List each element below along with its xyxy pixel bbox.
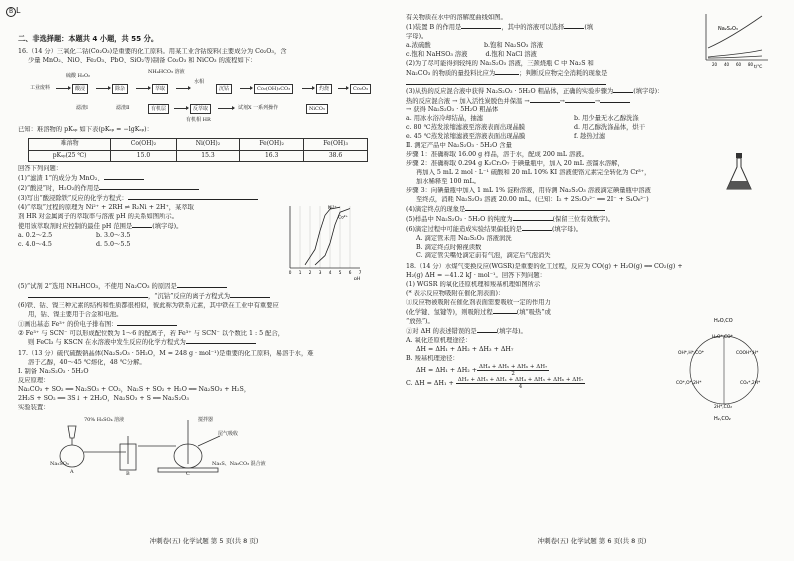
- option-c[interactable]: c. 4.0～4.5: [18, 240, 52, 248]
- q18-option-a-eq: ΔH = ΔH₁ + ΔH₂ + ΔH₃ + ΔH₇: [416, 345, 514, 353]
- q16-4-options-2: [18, 241, 248, 250]
- q17-3-options-2: [406, 124, 778, 133]
- q17-3-options-3: [406, 133, 778, 142]
- q18-c-numerator: ΔH₂ + ΔH₃ + ΔH₁ + ΔH₄ + ΔH₅ + ΔH₆ + ΔH₇: [457, 376, 584, 383]
- q17-part-2: Ⅱ. 测定产品中 Na₂S₂O₃ · 5H₂O 含量: [406, 142, 512, 150]
- q16-6c: [18, 320, 390, 330]
- option-d[interactable]: d. 用乙醇洗涤晶体，烘干: [574, 124, 646, 132]
- x-tick-label: 5: [338, 269, 342, 275]
- answer-prompt: 回答下列问题：: [18, 165, 63, 173]
- q18-option-b[interactable]: B. 羧基机理途径：: [406, 354, 459, 362]
- wgsr-mechanism-diagram: [674, 314, 774, 422]
- flow-top-label: NH₄HCO₃ 溶液: [148, 69, 185, 76]
- flow-arrow-3: [136, 88, 150, 89]
- q16-3-text: (3)写出“酸浸除铁”反应的化学方程式：: [18, 194, 128, 202]
- q17-3-end: → 获得 Na₂S₂O₃ · 5H₂O 粗晶体: [406, 106, 499, 114]
- apparatus-label-b: B: [126, 470, 130, 477]
- q17-b: 溶于乙醇，40～45 ℃熔化，48 ℃分解。: [28, 359, 146, 367]
- ksp-header: Co(OH)₂: [111, 139, 177, 151]
- flow-arrow-5: [240, 88, 252, 89]
- answer-blank[interactable]: [465, 205, 605, 211]
- q17-5: (5)样品中 Na₂S₂O₃ · 5H₂O 的纯度为: [406, 215, 513, 223]
- cycle-reactants: H₂O,CO: [714, 318, 733, 324]
- series-label: Co²⁺: [338, 215, 348, 221]
- solubility-label: Na₂S₂O₃: [718, 26, 738, 32]
- q17-6b: (填字母)。: [551, 225, 583, 233]
- q18-option-b-eq: [406, 364, 664, 377]
- iodine-flask-icon: [724, 153, 754, 193]
- q18-b-eq-lead: ΔH = ΔH₁ + ΔH₂ +: [416, 366, 478, 374]
- x-tick-label: 6: [348, 269, 352, 275]
- ksp-row-label: pKₛₚ(25 ℃): [29, 150, 111, 162]
- q16-4b: 剂 HR 对金属离子的萃取率与溶液 pH 的关系如图所示。: [18, 212, 178, 220]
- q17-3-seq: 热的反应混合液 → 加入活性炭脱色并保温 →: [406, 97, 530, 105]
- flow-step-leach: 酸浸: [72, 84, 88, 94]
- apparatus-tail-gas: 尾气吸收: [218, 430, 239, 437]
- x-tick-label: 0: [288, 269, 292, 275]
- q17-1-text: (1)装置 B 的作用是: [406, 23, 462, 31]
- option-b[interactable]: b.饱和 Na₂SO₃ 溶液: [484, 41, 544, 49]
- flow-acid: 硫酸 H₂O₂: [66, 73, 91, 80]
- corner-mark-symbol: B: [6, 7, 16, 17]
- x-tick-label: 3: [318, 269, 322, 275]
- answer-blank[interactable]: [493, 308, 517, 314]
- q18-a: 18.（14 分）水煤气变换反应(WGSR)是重要的化工过程，反应为 CO(g) + H₂O(g) ══ CO₂(g) +: [406, 263, 683, 271]
- answer-blank[interactable]: [177, 282, 227, 288]
- extraction-rate-chart: [280, 202, 366, 280]
- q17-3-options-1: [406, 115, 778, 124]
- option-c[interactable]: c.饱和 NaHSO₃ 溶液: [406, 50, 468, 58]
- flow-intermediate: Co₂(OH)₂CO₃: [254, 84, 293, 94]
- answer-blank[interactable]: [28, 292, 148, 298]
- solubility-tick: 40: [724, 62, 730, 67]
- q18-e: ①反应物被吸附在催化剂表面需要吸收一定的作用力: [406, 299, 551, 307]
- q17-6-option-b[interactable]: B. 滴定终点时俯视读数: [416, 243, 482, 251]
- q16-intro-2: 少量 MnO₂、NiO、Fe₂O₃、PbO、SiO₂等)制备 Co₂O₃ 和 NiCO₃ 的流程如下：: [28, 57, 257, 65]
- option-a[interactable]: a.浓硫酸: [406, 41, 431, 49]
- ksp-header: Ni(OH)₂: [176, 139, 239, 151]
- flow-step-extract: 萃取: [152, 84, 168, 94]
- ksp-value-row: [29, 150, 368, 162]
- flow-arrow-2: [96, 88, 110, 89]
- page-5-footer: 冲刺卷(五) 化学试题 第 5 页(共 8 页): [149, 536, 259, 544]
- q17-3: (3)从热的反应混合液中获得 Na₂S₂O₃ · 5H₂O 粗晶体，正确的实验步骤为: [406, 87, 614, 95]
- q17-3-arrow: →: [559, 97, 565, 105]
- q17-c: Ⅰ. 制备 Na₂S₂O₃ · 5H₂O: [18, 368, 89, 376]
- q17-step-3: 步骤 3：向碘量瓶中加入 1 mL 1% 淀粉溶液，用待测 Na₂S₂O₃ 溶液滴定碘量瓶中溶液: [406, 186, 651, 194]
- q17-1-tail: 字母)。: [406, 32, 428, 40]
- answer-blank[interactable]: [564, 23, 584, 29]
- answer-blank[interactable]: [513, 215, 553, 221]
- q16-4c-tail: (填字母)。: [152, 222, 183, 230]
- apparatus-drawing: [48, 416, 348, 478]
- q17-step-2: 步骤 2：准确称取 0.294 g K₂Cr₂O₇ 于碘量瓶中，加入 20 mL 蒸馏水溶解，: [406, 160, 624, 168]
- flow-step-cobalt: 沉钴: [216, 84, 232, 94]
- cycle-node-6: 2H*,CO₂: [714, 405, 732, 410]
- q16-1-text: (1)“滤渣 1”的成分为 MnO₂、: [18, 175, 104, 182]
- q17-step-3b: 至终点，消耗 Na₂S₂O₃ 溶液 20.00 mL。(已知：I₂ + 2S₂O₃²⁻ ══ 2I⁻ + S₄O₆²⁻): [416, 195, 649, 203]
- series-label: Ni²⁺: [328, 206, 337, 212]
- answer-blank[interactable]: [530, 97, 560, 103]
- apparatus-solid: Na₂SO₃: [50, 460, 69, 467]
- page-6: [406, 14, 778, 544]
- q16-5b-text: ，“沉钴”反应的离子方程式为: [148, 292, 231, 300]
- answer-blank[interactable]: [495, 69, 519, 75]
- ksp-cell: 15.3: [176, 150, 239, 162]
- answer-blank[interactable]: [128, 194, 258, 200]
- x-tick-label: 7: [358, 269, 362, 275]
- q17-2b: Na₂CO₃ 的物质的量投料比应为: [406, 69, 496, 77]
- ksp-header-row: [29, 139, 368, 151]
- q18-h2: (填字母)。: [496, 327, 527, 335]
- flow-residue-2: 滤渣Ⅱ: [116, 105, 130, 112]
- q16-5a-text: (5)“试剂 2”选用 NH₄HCO₃，不使用 Na₂CO₃ 的原因是: [18, 282, 177, 290]
- q17-e: Na₂CO₃ + SO₂ ══ Na₂SO₃ + CO₂，Na₂S + SO₂ + H₂O ══ Na₂SO₃ + H₂S，: [18, 386, 251, 394]
- q17-2: (2)为了尽可能得到较纯的 Na₂S₂O₃ 溶液，三颈烧瓶 C 中 Na₂S 和: [406, 59, 594, 67]
- flow-arrow-4: [176, 88, 190, 89]
- flow-nico3: NiCO₃: [306, 104, 328, 114]
- cycle-node-4: CO*,O*,2H*: [676, 381, 702, 386]
- answer-blank[interactable]: [117, 320, 177, 326]
- cycle-node-2: OH*,H*,CO*: [678, 351, 704, 356]
- answer-blank[interactable]: [461, 23, 501, 29]
- answer-blank[interactable]: [477, 327, 497, 333]
- answer-blank[interactable]: [613, 87, 633, 93]
- cycle-products: H₂,CO₂: [714, 416, 731, 422]
- ksp-header: Fe(OH)₂: [240, 139, 304, 151]
- q16-6b: 用，钴、镍主要用于合金和电池。: [28, 310, 123, 318]
- q17-steps: [406, 151, 778, 205]
- q17-a: 17.（13 分）硫代硫酸钠晶体(Na₂S₂O₃ · 5H₂O，M = 248 g · mol⁻¹)是重要的化工原料，易溶于水，难: [18, 350, 314, 358]
- cycle-node-3: COOH*,H*: [736, 351, 759, 356]
- flow-organic: 有机层: [148, 104, 169, 114]
- q16-6c-text: ①画出基态 Fe³⁺ 的价电子排布图：: [18, 320, 118, 328]
- corner-mark-suffix: L: [16, 6, 21, 15]
- q18-c-denominator: 4: [518, 383, 523, 390]
- apparatus-label-c: C: [186, 470, 190, 477]
- apparatus-stirrer: 搅拌器: [198, 416, 214, 423]
- flow-extra: 试剂X 一系列操作: [238, 105, 279, 112]
- flow-step-purify: 除杂: [112, 84, 128, 94]
- flow-residue-1: 滤渣Ⅰ: [76, 105, 88, 112]
- q18-f2: (填“吸热”或: [516, 309, 551, 317]
- answer-blank[interactable]: [565, 97, 595, 103]
- cycle-node-5: CO₂*,2H*: [740, 381, 761, 386]
- option-a[interactable]: a. 用冰水浴冷却结晶，抽滤: [406, 115, 484, 123]
- q18-g: “放热”)。: [406, 318, 434, 325]
- q16-4a: (4)“萃取”过程的原理为 Ni²⁺ + 2RH ⇌ R₂Ni + 2H⁺，某萃取: [18, 203, 194, 211]
- answer-blank[interactable]: [600, 97, 630, 103]
- answer-blank[interactable]: [230, 292, 270, 298]
- q18-d: (* 表示反应物吸附在催化剂表面)：: [406, 290, 505, 298]
- q17-5b: (保留三位有效数字)。: [552, 215, 615, 223]
- q17-g: 实验装置：: [18, 404, 50, 411]
- q18-h: ②对 ΔH 的表述错误的是: [406, 327, 477, 335]
- option-f[interactable]: f. 趁热过滤: [574, 133, 606, 141]
- q17-2c: ；判断反应物完全消耗的现象是: [519, 69, 608, 77]
- q17-3b: (填字母)：: [633, 87, 664, 95]
- q18-c: (1) WGSR 的氧化还原机理和羧基机理如图所示: [406, 281, 541, 289]
- flow-arrow-9: [218, 108, 234, 109]
- answer-blank[interactable]: [186, 338, 256, 344]
- flow-raw: 工业废料: [30, 85, 51, 92]
- q17-6-option-c[interactable]: C. 滴定管尖嘴处滴定前有气泡，滴定后气泡消失: [416, 252, 551, 260]
- apparatus-label-a: A: [70, 468, 74, 475]
- q18-b: H₂(g) ΔH = −41.2 kJ · mol⁻¹。回答下列问题：: [406, 272, 546, 280]
- q17-4: (4)滴定终点的现象是: [406, 205, 466, 213]
- answer-blank[interactable]: [406, 79, 606, 85]
- option-c[interactable]: c. 80 ℃蒸发浓缩滤液至溶液表面出现晶膜: [406, 124, 526, 132]
- option-b[interactable]: b. 用少量无水乙醇洗涤: [574, 115, 639, 123]
- apparatus-diagram: [48, 416, 390, 478]
- q17-f: 2H₂S + SO₂ ══ 3S↓ + 2H₂O，Na₂SO₃ + S ══ Na₂S₂O₃: [18, 395, 189, 403]
- page-6-footer: 冲刺卷(五) 化学试题 第 6 页(共 8 页): [537, 536, 647, 544]
- flow-arrow-1: [56, 88, 70, 89]
- x-axis-label: pH: [354, 276, 361, 280]
- solubility-tick: 20: [712, 62, 718, 67]
- option-a[interactable]: a. 0.2～2.5: [18, 231, 53, 239]
- solubility-graph: [696, 14, 772, 72]
- ksp-cell: 38.6: [304, 150, 368, 162]
- solubility-tick: 60: [736, 62, 742, 67]
- x-tick-label: 1: [298, 269, 302, 275]
- q17-solubility-intro: 有关物质在水中的溶解度曲线如图。: [406, 14, 507, 21]
- process-flowchart: [28, 68, 390, 124]
- q17-step-2c: 加水稀释至 100 mL。: [416, 177, 480, 185]
- q17-6-option-a[interactable]: A. 滴定管未用 Na₂S₂O₃ 溶液润洗: [416, 234, 512, 242]
- option-d[interactable]: d. 5.0～5.5: [96, 240, 131, 248]
- x-tick-label: 4: [328, 269, 332, 275]
- flow-back-extract: 反萃取: [190, 104, 211, 114]
- q16-6e: [18, 338, 390, 348]
- answer-blank[interactable]: [99, 184, 199, 190]
- q17-step-2b: 再加入 5 mL 2 mol · L⁻¹ 硫酸和 20 mL 10% KI 溶液使铬元素完全转化为 Cr³⁺，: [416, 169, 651, 176]
- flow-product: Co₂O₃: [350, 84, 371, 94]
- q18-b-fraction: [477, 364, 549, 377]
- answer-blank[interactable]: [104, 174, 144, 180]
- q17-1-options-1: [406, 42, 666, 51]
- ksp-table: [28, 138, 368, 162]
- apparatus-mixture: Na₂S、Na₂CO₃ 混合液: [212, 460, 266, 467]
- page-5: [18, 14, 390, 544]
- q16-5a: [18, 282, 390, 292]
- q18-c-eq-lead: C. ΔH = ΔH₁ +: [406, 379, 456, 387]
- q18-option-c[interactable]: [406, 377, 664, 390]
- section-title: 二、非选择题：本题共 4 小题，共 55 分。: [18, 34, 159, 43]
- option-e[interactable]: e. 45 ℃蒸发浓缩滤液至溶液表面出现晶膜: [406, 133, 526, 141]
- x-tick-label: 2: [308, 269, 312, 275]
- ksp-intro: 已知：难溶物的 pKₛₚ 如下表(pKₛₚ = −lgKₛₚ)：: [18, 126, 153, 134]
- flow-step-calcine: 灼烧: [316, 84, 332, 94]
- apparatus-acid: 70% H₂SO₄ 溶液: [84, 416, 125, 423]
- q16-2-text: (2)“酸浸”时，H₂O₂的作用是: [18, 184, 100, 192]
- ksp-header: Fe(OH)₃: [304, 139, 368, 151]
- flow-arrow-8: [174, 108, 188, 109]
- q17-1-options-2: [406, 51, 666, 60]
- q16-5b: [18, 292, 390, 302]
- q18-b-numerator: ΔH₄ + ΔH₅ + ΔH₆ + ΔH₇: [479, 363, 548, 370]
- flow-arrow-7: [338, 88, 348, 89]
- ksp-header: 难溶物: [29, 139, 111, 151]
- flow-hr: 有机相 HR: [186, 117, 211, 124]
- q17-step-1: 步骤 1：准确称取 16.00 g 样品，溶于水，配成 200 mL 溶液。: [406, 151, 588, 159]
- flow-arrow-6: [302, 88, 314, 89]
- q16-6a: (6)铁、钴、镍三种元素的结构和性质都很相似，彼此称为铁系元素，其中铁在工业中有重要应: [18, 301, 279, 309]
- q16-6e-text: 则 FeCl₃ 与 KSCN 在水溶液中发生反应的化学方程式为: [28, 339, 186, 347]
- ksp-cell: 16.3: [240, 150, 304, 162]
- q16-4-block: [18, 204, 390, 282]
- q17-d: 反应原理：: [18, 377, 50, 385]
- q16-6d: ② Fe³⁺ 与 SCN⁻ 可以形成配位数为 1～6 的配离子，若 Fe³⁺ 与 SCN⁻ 以个数比 1 : 5 配合，: [18, 329, 285, 337]
- q17-1-text-b: ，其中的溶液可以选择: [501, 23, 565, 31]
- q17-continued: [406, 14, 778, 87]
- option-d[interactable]: d.饱和 NaCl 溶液: [485, 50, 537, 58]
- q17-1-text-c: (填: [584, 23, 594, 31]
- q17-3-arrow: →: [594, 97, 601, 105]
- option-b[interactable]: b. 3.0～3.5: [96, 231, 131, 239]
- q17-2-blank-line: [406, 79, 778, 87]
- q18-option-a[interactable]: A. 氧化还原机理途径：: [406, 336, 472, 344]
- q17-6: (6)滴定过程中可能造成实验结果偏低的是: [406, 225, 522, 233]
- series-line: [305, 207, 340, 265]
- cycle-node-1: H₂O*,CO*: [712, 335, 733, 340]
- q18-c-fraction: [456, 377, 585, 390]
- q16-4-options-1: [18, 232, 248, 241]
- solubility-axis: t/℃: [754, 65, 763, 70]
- q16-4c: 使用该萃取剂时应控制的最佳 pH 范围是: [18, 222, 133, 230]
- q16-intro: 16.（14 分）三氧化二钴(Co₂O₃)是重要的化工原料。用某工业含钴废料(主要成分为 Co₂O₃，含: [18, 48, 287, 56]
- q16-2: [18, 184, 390, 194]
- q18-b-denominator: 2: [511, 370, 515, 377]
- ksp-cell: 15.0: [111, 150, 177, 162]
- answer-blank[interactable]: [522, 225, 552, 231]
- q18-f: (化学键、氢键等)，则吸附过程: [406, 309, 493, 317]
- flow-water: 水相: [194, 79, 205, 86]
- q18-body: [406, 281, 664, 390]
- q16-1: [18, 174, 390, 184]
- solubility-tick: 80: [748, 62, 754, 67]
- answer-blank[interactable]: [132, 222, 152, 228]
